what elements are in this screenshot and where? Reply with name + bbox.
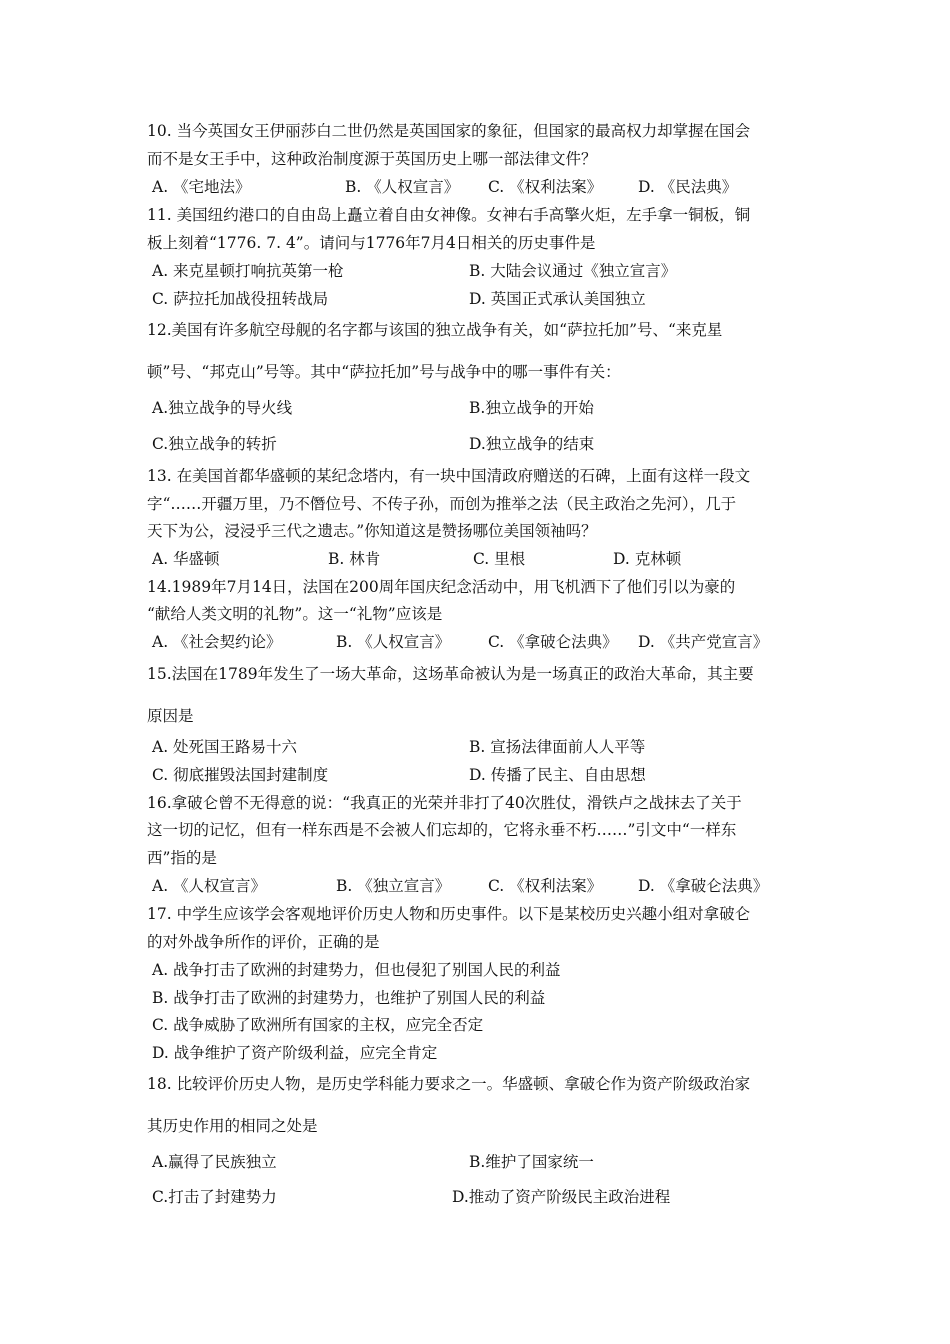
question-14-stem-line-2: “献给人类文明的礼物”。这一“礼物”应该是 (147, 605, 443, 623)
question-13-option-a: A. 华盛顿 (152, 550, 220, 568)
question-15-option-d: D. 传播了民主、自由思想 (469, 766, 646, 784)
question-14-option-a: A. 《社会契约论》 (152, 633, 282, 651)
question-13-stem-line-3: 天下为公，浸浸乎三代之遗志。”你知道这是赞扬哪位美国领袖吗？ (147, 522, 597, 540)
question-13-option-d: D. 克林顿 (613, 550, 682, 568)
question-15-stem-line-2: 原因是 (147, 707, 194, 725)
question-17-stem-line-1: 17. 中学生应该学会客观地评价历史人物和历史事件。以下是某校历史兴趣小组对拿破仑 (147, 905, 751, 923)
question-18-stem-line-2: 其历史作用的相同之处是 (147, 1117, 318, 1135)
question-12-option-a: A.独立战争的导火线 (152, 399, 293, 417)
question-13-stem-line-1: 13. 在美国首都华盛顿的某纪念塔内，有一块中国清政府赠送的石碑，上面有这样一段文 (147, 467, 751, 485)
question-12-option-b: B.独立战争的开始 (469, 399, 594, 417)
question-13-stem-line-2: 字“……开疆万里，乃不僭位号、不传子孙，而创为推举之法（民主政治之先河），几于 (147, 495, 737, 513)
question-11-stem-line-1: 11. 美国纽约港口的自由岛上矗立着自由女神像。女神右手高擎火炬，左手拿一铜板，铜 (147, 206, 751, 224)
question-18-option-c: C.打击了封建势力 (152, 1188, 277, 1206)
question-17-stem-line-2: 的对外战争所作的评价，正确的是 (147, 933, 380, 951)
question-18-stem-line-1: 18. 比较评价历史人物，是历史学科能力要求之一。华盛顿、拿破仑作为资产阶级政治家 (147, 1075, 751, 1093)
question-16-option-d: D. 《拿破仑法典》 (638, 877, 769, 895)
question-13-option-b: B. 林肯 (328, 550, 381, 568)
question-17-option-d: D. 战争维护了资产阶级利益，应完全肯定 (152, 1044, 438, 1062)
question-16-stem-line-2: 这一切的记忆，但有一样东西是不会被人们忘却的，它将永垂不朽……”引文中“一样东 (147, 821, 737, 839)
question-15-option-b: B. 宣扬法律面前人人平等 (469, 738, 646, 756)
question-17-option-a: A. 战争打击了欧洲的封建势力，但也侵犯了别国人民的利益 (152, 961, 561, 979)
question-15-option-a: A. 处死国王路易十六 (152, 738, 298, 756)
question-17-option-c: C. 战争威胁了欧洲所有国家的主权，应完全否定 (152, 1016, 484, 1034)
question-10-stem-line-2: 而不是女王手中，这种政治制度源于英国历史上哪一部法律文件？ (147, 150, 597, 168)
question-16-stem-line-1: 16.拿破仑曾不无得意的说：“我真正的光荣并非打了40次胜仗，滑铁卢之战抹去了关于 (147, 794, 742, 812)
question-17-option-b: B. 战争打击了欧洲的封建势力，也维护了别国人民的利益 (152, 989, 546, 1007)
question-12-stem-line-2: 顿”号、“邦克山”号等。其中“萨拉托加”号与战争中的哪一事件有关： (147, 363, 621, 381)
question-14-option-b: B. 《人权宣言》 (336, 633, 451, 651)
question-10-option-d: D. 《民法典》 (638, 178, 738, 196)
question-16-option-a: A. 《人权宣言》 (152, 877, 267, 895)
question-18-option-b: B.维护了国家统一 (469, 1153, 594, 1171)
question-10-option-a: A. 《宅地法》 (152, 178, 251, 196)
question-11-option-a: A. 来克星顿打响抗英第一枪 (152, 262, 344, 280)
question-11-option-b: B. 大陆会议通过《独立宣言》 (469, 262, 677, 280)
question-11-option-d: D. 英国正式承认美国独立 (469, 290, 646, 308)
question-10-option-b: B. 《人权宣言》 (345, 178, 460, 196)
question-14-option-d: D. 《共产党宣言》 (638, 633, 769, 651)
question-14-option-c: C. 《拿破仑法典》 (488, 633, 618, 651)
question-16-option-b: B. 《独立宣言》 (336, 877, 451, 895)
question-14-stem-line-1: 14.1989年7月14日，法国在200周年国庆纪念活动中，用飞机洒下了他们引以为豪的 (147, 578, 736, 596)
question-12-option-c: C.独立战争的转折 (152, 435, 277, 453)
question-16-stem-line-3: 西”指的是 (147, 849, 217, 867)
question-12-option-d: D.独立战争的结束 (469, 435, 595, 453)
question-11-option-c: C. 萨拉托加战役扭转战局 (152, 290, 329, 308)
question-12-stem-line-1: 12.美国有许多航空母舰的名字都与该国的独立战争有关，如“萨拉托加”号、“来克星 (147, 321, 723, 339)
question-18-option-d: D.推动了资产阶级民主政治进程 (452, 1188, 671, 1206)
question-10-stem-line-1: 10. 当今英国女王伊丽莎白二世仍然是英国国家的象征，但国家的最高权力却掌握在国会 (147, 122, 751, 140)
question-13-option-c: C. 里根 (473, 550, 526, 568)
question-18-option-a: A.赢得了民族独立 (152, 1153, 277, 1171)
question-15-stem-line-1: 15.法国在1789年发生了一场大革命，这场革命被认为是一场真正的政治大革命，其主要 (147, 665, 754, 683)
question-10-option-c: C. 《权利法案》 (488, 178, 603, 196)
question-11-stem-line-2: 板上刻着“1776. 7. 4”。请问与1776年7月4日相关的历史事件是 (147, 234, 596, 252)
question-15-option-c: C. 彻底摧毁法国封建制度 (152, 766, 329, 784)
question-16-option-c: C. 《权利法案》 (488, 877, 603, 895)
